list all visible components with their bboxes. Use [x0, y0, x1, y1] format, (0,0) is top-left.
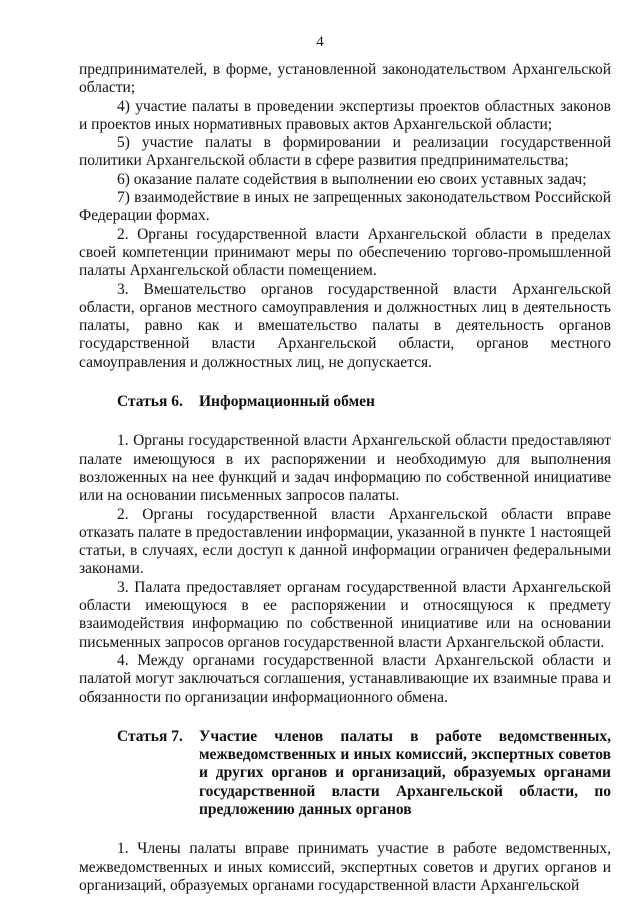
- article-number: Статья 7.: [117, 727, 183, 745]
- article-title: Информационный обмен: [199, 393, 375, 411]
- article-7-heading: [79, 728, 611, 819]
- list-item: 7) взаимодействие в иных не запрещенных законодательством Российской Федерации формах.: [79, 189, 611, 225]
- article-title: Участие членов палаты в работе ведомственных, межведомственных и иных комиссий, экспертных советов и других органов и организаций, образуемых органами государственной власти Архангельской области, по предложению данных органов: [199, 727, 611, 818]
- article-number: Статья 6.: [117, 393, 183, 411]
- paragraph: 1. Органы государственной власти Архангельской области предоставляют палате имеющуюся в их распоряжении и необходимую для выполнения возложенных на нее функций и задач информацию по собственной инициативе или на основании письменных запросов палаты.: [79, 432, 611, 505]
- paragraph: 2. Органы государственной власти Архангельской области вправе отказать палате в предоставлении информации, указанной в пункте 1 настоящей статьи, в случаях, если доступ к данной информации ограничен федеральными законами.: [79, 505, 611, 578]
- continued-paragraph: предпринимателей, в форме, установленной законодательством Архангельской области;: [79, 61, 611, 97]
- list-item: 5) участие палаты в формировании и реализации государственной политики Архангельской области в сфере развития предпринимательства;: [79, 134, 611, 170]
- page-number: 4: [316, 34, 324, 50]
- paragraph: 3. Палата предоставляет органам государственной власти Архангельской области имеющуюся в ее распоряжении и относящуюся к предмету взаимодействия информацию по собственной инициативе или на основании письменных запросов органов государственной власти Архангельской области.: [79, 578, 611, 651]
- paragraph: 3. Вмешательство органов государственной власти Архангельской области, органов местного самоуправления и должностных лиц в деятельность палаты, равно как и вмешательство палаты в деятельность органов государственной власти Архангельской области, органов местного самоуправления и должностных лиц, не допускается.: [79, 280, 611, 371]
- article-6-heading: [79, 393, 611, 411]
- paragraph: 1. Члены палаты вправе принимать участие в работе ведомственных, межведомственных и иных комиссий, экспертных советов и других органов и организаций, образуемых органами государственной власти Архангельской: [79, 840, 611, 894]
- list-item: 6) оказание палате содействия в выполнении ею своих уставных задач;: [117, 170, 587, 188]
- document-body: [79, 61, 611, 895]
- list-item: 4) участие палаты в проведении экспертизы проектов областных законов и проектов иных нормативных правовых актов Архангельской области;: [79, 97, 611, 133]
- paragraph: 4. Между органами государственной власти Архангельской области и палатой могут заключаться соглашения, устанавливающие их взаимные права и обязанности по организации информационного обмена.: [79, 651, 611, 706]
- paragraph: 2. Органы государственной власти Архангельской области в пределах своей компетенции принимают меры по обеспечению торгово-промышленной палаты Архангельской области помещением.: [79, 225, 611, 280]
